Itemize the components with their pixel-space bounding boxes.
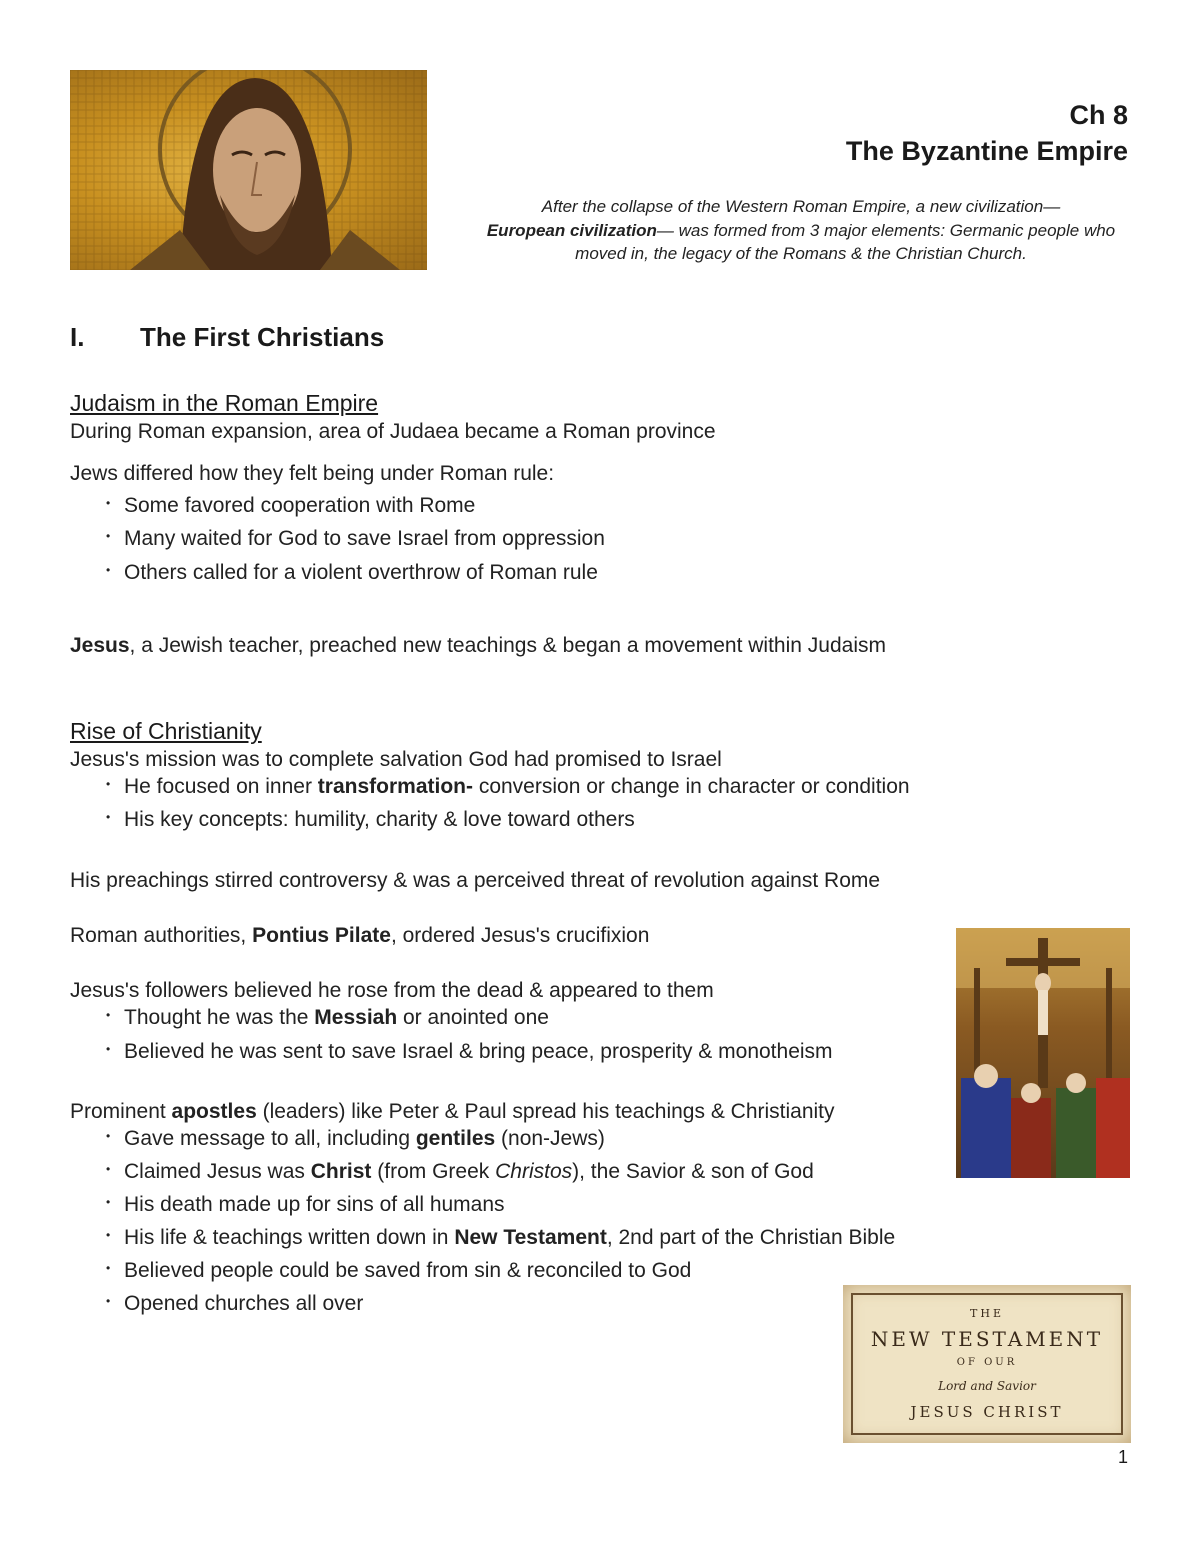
- jesus-line: Jesus, a Jewish teacher, preached new teachings & began a movement within Judaism: [70, 634, 886, 657]
- rise-line-1: Jesus's mission was to complete salvation God had promised to Israel: [70, 748, 722, 771]
- list-item: • Others called for a violent overthrow of Roman rule: [106, 561, 598, 584]
- page-number: 1: [1117, 1447, 1128, 1467]
- book-lord-savior: Lord and Savior: [938, 1379, 1036, 1393]
- list-item: • Claimed Jesus was Christ (from Greek Christos), the Savior & son of God: [106, 1160, 814, 1183]
- rise-line-2: His preachings stirred controversy & was a perceived threat of revolution against Rome: [70, 869, 881, 892]
- list-item: • Gave message to all, including gentiles (non-Jews): [106, 1127, 605, 1150]
- book-the: THE: [970, 1307, 1004, 1320]
- list-item: • Believed he was sent to save Israel & bring peace, prosperity & monotheism: [106, 1040, 833, 1063]
- judaism-line-2: Jews differed how they felt being under Roman rule:: [70, 462, 555, 485]
- section-number: I.: [70, 322, 85, 352]
- judaism-heading: Judaism in the Roman Empire: [70, 390, 379, 416]
- chapter-label: Ch 8: [1069, 100, 1128, 130]
- list-item: • Thought he was the Messiah or anointed one: [106, 1006, 549, 1029]
- list-item: • His death made up for sins of all humans: [106, 1193, 505, 1216]
- section-title: The First Christians: [140, 322, 385, 352]
- intro-part1: After the collapse of the Western Roman Empire, a new civilization—: [541, 197, 1061, 216]
- list-item: • Believed people could be saved from sin & reconciled to God: [106, 1259, 692, 1282]
- judaism-line-1: During Roman expansion, area of Judaea became a Roman province: [70, 420, 716, 443]
- christ-mosaic-image: [70, 70, 427, 270]
- crucifixion-painting-image: [956, 928, 1130, 1178]
- list-item: • Opened churches all over: [106, 1292, 364, 1315]
- list-item: • He focused on inner transformation- conversion or change in character or condition: [106, 775, 910, 798]
- book-title: NEW TESTAMENT: [870, 1327, 1104, 1351]
- book-of-our: OF OUR: [956, 1357, 1018, 1368]
- rise-line-5: Prominent apostles (leaders) like Peter & Paul spread his teachings & Christianity: [70, 1100, 835, 1123]
- list-item: • Many waited for God to save Israel from oppression: [106, 527, 605, 550]
- intro-paragraph: [470, 195, 1132, 266]
- new-testament-cover-image: [843, 1285, 1131, 1443]
- intro-part2: — was formed from 3 major elements: Germanic people who moved in, the legacy of the Romans & the Christian Church.: [575, 220, 1116, 263]
- rise-heading: Rise of Christianity: [70, 718, 262, 744]
- rise-line-4: Jesus's followers believed he rose from the dead & appeared to them: [70, 979, 714, 1002]
- list-item: • His key concepts: humility, charity & love toward others: [106, 808, 635, 831]
- page-title: The Byzantine Empire: [845, 136, 1128, 166]
- list-item: • Some favored cooperation with Rome: [106, 494, 476, 517]
- rise-line-3: Roman authorities, Pontius Pilate, ordered Jesus's crucifixion: [70, 924, 650, 947]
- book-jesus-christ: JESUS CHRIST: [910, 1403, 1064, 1421]
- list-item: • His life & teachings written down in New Testament, 2nd part of the Christian Bible: [106, 1226, 896, 1249]
- section-heading: [70, 322, 384, 353]
- intro-bold: European civilization: [486, 220, 657, 240]
